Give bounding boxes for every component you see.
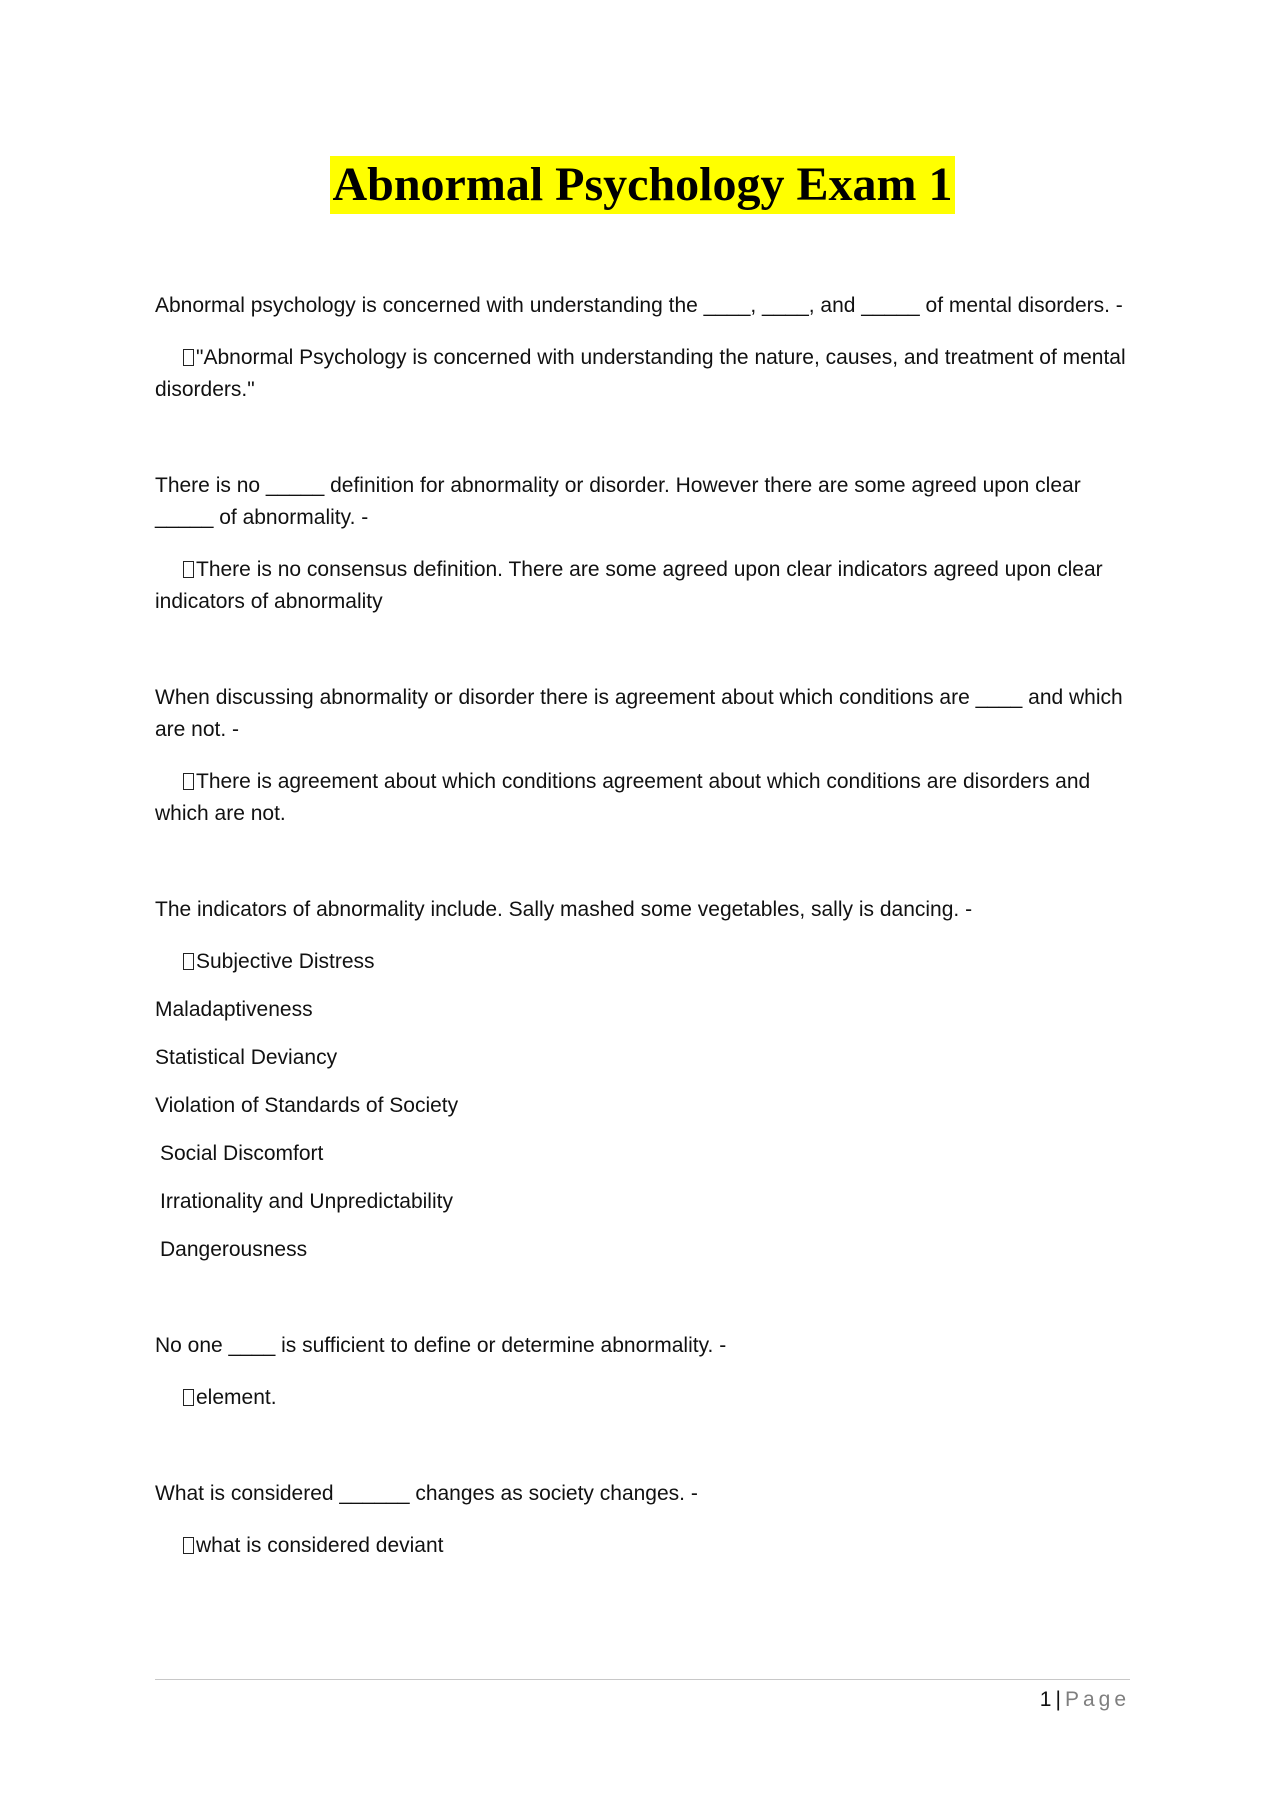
missing-glyph-icon	[183, 773, 194, 790]
footer-separator: |	[1055, 1688, 1061, 1711]
page-label: Page	[1064, 1688, 1130, 1711]
question-text: There is no _____ definition for abnormality or disorder. However there are some agreed upon clear _____ of abnormality. -	[155, 474, 1081, 529]
answer-line: Social Discomfort	[160, 1142, 324, 1165]
answer-line: Maladaptiveness	[155, 998, 313, 1021]
question-text: When discussing abnormality or disorder there is agreement about which conditions are ____ and which are not. -	[155, 686, 1123, 741]
question-text: No one ____ is sufficient to define or determine abnormality. -	[155, 1334, 727, 1357]
missing-glyph-icon	[183, 1537, 194, 1554]
answer-text: There is agreement about which conditions agreement about which conditions are disorders and which are not.	[155, 770, 1091, 825]
answer-text: element.	[155, 1382, 1130, 1414]
page-number: 1	[1039, 1688, 1052, 1711]
qa-item	[155, 1478, 1130, 1562]
question-text: The indicators of abnormality include. Sally mashed some vegetables, sally is dancing. -	[155, 898, 973, 921]
title-container	[155, 156, 1130, 214]
missing-glyph-icon	[183, 561, 194, 578]
footer-divider	[155, 1679, 1130, 1680]
missing-glyph-icon	[183, 953, 194, 970]
missing-glyph-icon	[183, 1389, 194, 1406]
qa-item	[155, 290, 1130, 406]
document-page	[155, 0, 1130, 1811]
answer-line: Irrationality and Unpredictability	[160, 1190, 453, 1213]
question-text: What is considered ______ changes as society changes. -	[155, 1482, 698, 1505]
answer-text: Subjective Distress	[155, 946, 1130, 978]
answer-line: Violation of Standards of Society	[155, 1094, 459, 1117]
question-text: Abnormal psychology is concerned with understanding the ____, ____, and _____ of mental disorders. -	[155, 294, 1123, 317]
qa-item	[155, 682, 1130, 830]
document-title: Abnormal Psychology Exam 1	[330, 156, 954, 214]
document-body	[155, 290, 1130, 1562]
page-footer	[1040, 1686, 1130, 1714]
qa-item	[155, 894, 1130, 1266]
qa-item	[155, 470, 1130, 618]
answer-text: There is no consensus definition. There are some agreed upon clear indicators agreed upon clear indicators of abnormality	[155, 558, 1103, 613]
answer-line: Statistical Deviancy	[155, 1046, 338, 1069]
answer-text: what is considered deviant	[155, 1530, 1130, 1562]
answer-text: "Abnormal Psychology is concerned with understanding the nature, causes, and treatment of mental disorders."	[155, 346, 1126, 401]
missing-glyph-icon	[183, 349, 194, 366]
qa-item	[155, 1330, 1130, 1414]
answer-line: Dangerousness	[160, 1238, 308, 1261]
